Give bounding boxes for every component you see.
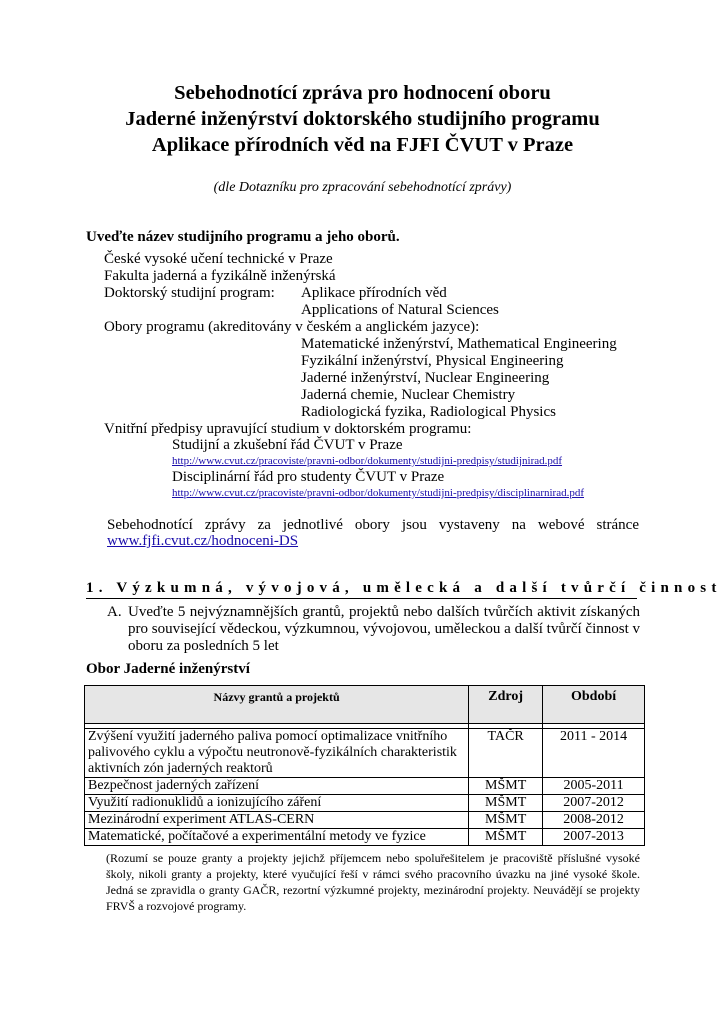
document-subtitle: (dle Dotazníku pro zpracování sebehodnotící zprávy) [213,180,512,195]
field-item: Radiologická fyzika, Radiological Physics [301,404,556,420]
university-name: České vysoké učení technické v Praze [104,251,333,267]
table-row [85,812,645,829]
grant-period-cell: 2011 - 2014 [543,729,645,778]
grant-source-cell: MŠMT [469,829,543,846]
field-item: Fyzikální inženýrství, Physical Engineering [301,353,564,369]
grant-source-cell: MŠMT [469,778,543,795]
faculty-name: Fakulta jaderná a fyzikálně inženýrská [104,268,336,284]
grant-period-cell: 2008-2012 [543,812,645,829]
reports-text: Sebehodnotící zprávy za jednotlivé obory jsou vystaveny na webové stránce [107,517,639,533]
column-header-source: Zdroj [469,686,543,724]
regulation-link[interactable]: http://www.cvut.cz/pracoviste/pravni-odbor/dokumenty/studijni-predpisy/studijnirad.pdf [172,455,563,467]
item-a-text: Uveďte 5 nejvýznamnějších grantů, projektů nebo dalších tvůrčích aktivit získaných pro související vědeckou, výzkumnou, vývojovou, uměleckou a další tvůrčí činnost v oboru za posledních 5 let [128,604,640,654]
reports-link[interactable]: www.fjfi.cvut.cz/hodnoceni-DS [107,533,299,549]
table-header-row [85,686,645,724]
table-row [85,829,645,846]
grant-name-cell: Zvýšení využití jaderného paliva pomocí optimalizace vnitřního palivového cyklu a výpočtu neutronově-fyzikálních charakteristik aktivních zón jaderných reaktorů [85,729,469,778]
document-title-line-1: Sebehodnotící zpráva pro hodnocení oboru [174,82,551,104]
table-row [85,778,645,795]
grant-period-cell: 2007-2012 [543,795,645,812]
field-item: Jaderné inženýrství, Nuclear Engineering [301,370,550,386]
document-title-line-3: Aplikace přírodních věd na FJFI ČVUT v Praze [151,134,574,156]
field-item: Jaderná chemie, Nuclear Chemistry [301,387,516,403]
document-title-line-2: Jaderné inženýrství doktorského studijního programu [125,108,600,130]
field-item: Matematické inženýrství, Mathematical Engineering [301,336,617,352]
program-label: Doktorský studijní program: [104,285,275,301]
column-header-period: Období [543,686,645,724]
grant-source-cell: MŠMT [469,795,543,812]
grants-table [84,685,645,846]
grant-name-cell: Mezinárodní experiment ATLAS-CERN [85,812,469,829]
item-a-marker: A. [107,604,122,620]
grant-source-cell: TAČR [469,729,543,778]
grant-name-cell: Matematické, počítačové a experimentální metody ve fyzice [85,829,469,846]
regulations-label: Vnitřní předpisy upravující studium v doktorském programu: [104,421,472,437]
field-heading: Obor Jaderné inženýrství [86,661,250,677]
section-1-heading: 1. Výzkumná, vývojová, umělecká a další tvůrčí činnost [86,580,637,599]
table-row [85,795,645,812]
fields-label: Obory programu (akreditovány v českém a anglickém jazyce): [104,319,480,335]
column-header-name: Názvy grantů a projektů [85,686,469,724]
grant-period-cell: 2007-2013 [543,829,645,846]
grant-period-cell: 2005-2011 [543,778,645,795]
table-row [85,729,645,778]
regulation-name: Studijní a zkušební řád ČVUT v Praze [172,437,403,453]
intro-heading: Uveďte název studijního programu a jeho oborů. [86,229,400,245]
grant-name-cell: Bezpečnost jaderných zařízení [85,778,469,795]
table-footnote: (Rozumí se pouze granty a projekty jejichž příjemcem nebo spoluřešitelem je pracoviště příslušné vysoké školy, nikoli granty a projekty, které vyučující řeší v rámci svého pracovního úvazku na jiné vysoké škole. Jedná se zpravidla o granty GAČR, rezortní výzkumné projekty, mezinárodní projekty. Neuvádějí se projekty FRVŠ a rozvojové programy. [106,851,640,913]
grant-name-cell: Využití radionuklidů a ionizujícího záření [85,795,469,812]
regulation-name: Disciplinární řád pro studenty ČVUT v Praze [172,469,445,485]
program-name-cz: Aplikace přírodních věd [301,285,447,301]
grant-source-cell: MŠMT [469,812,543,829]
program-name-en: Applications of Natural Sciences [301,302,499,318]
regulation-link[interactable]: http://www.cvut.cz/pracoviste/pravni-odbor/dokumenty/studijni-predpisy/disciplinarnirad.pdf [172,487,585,499]
